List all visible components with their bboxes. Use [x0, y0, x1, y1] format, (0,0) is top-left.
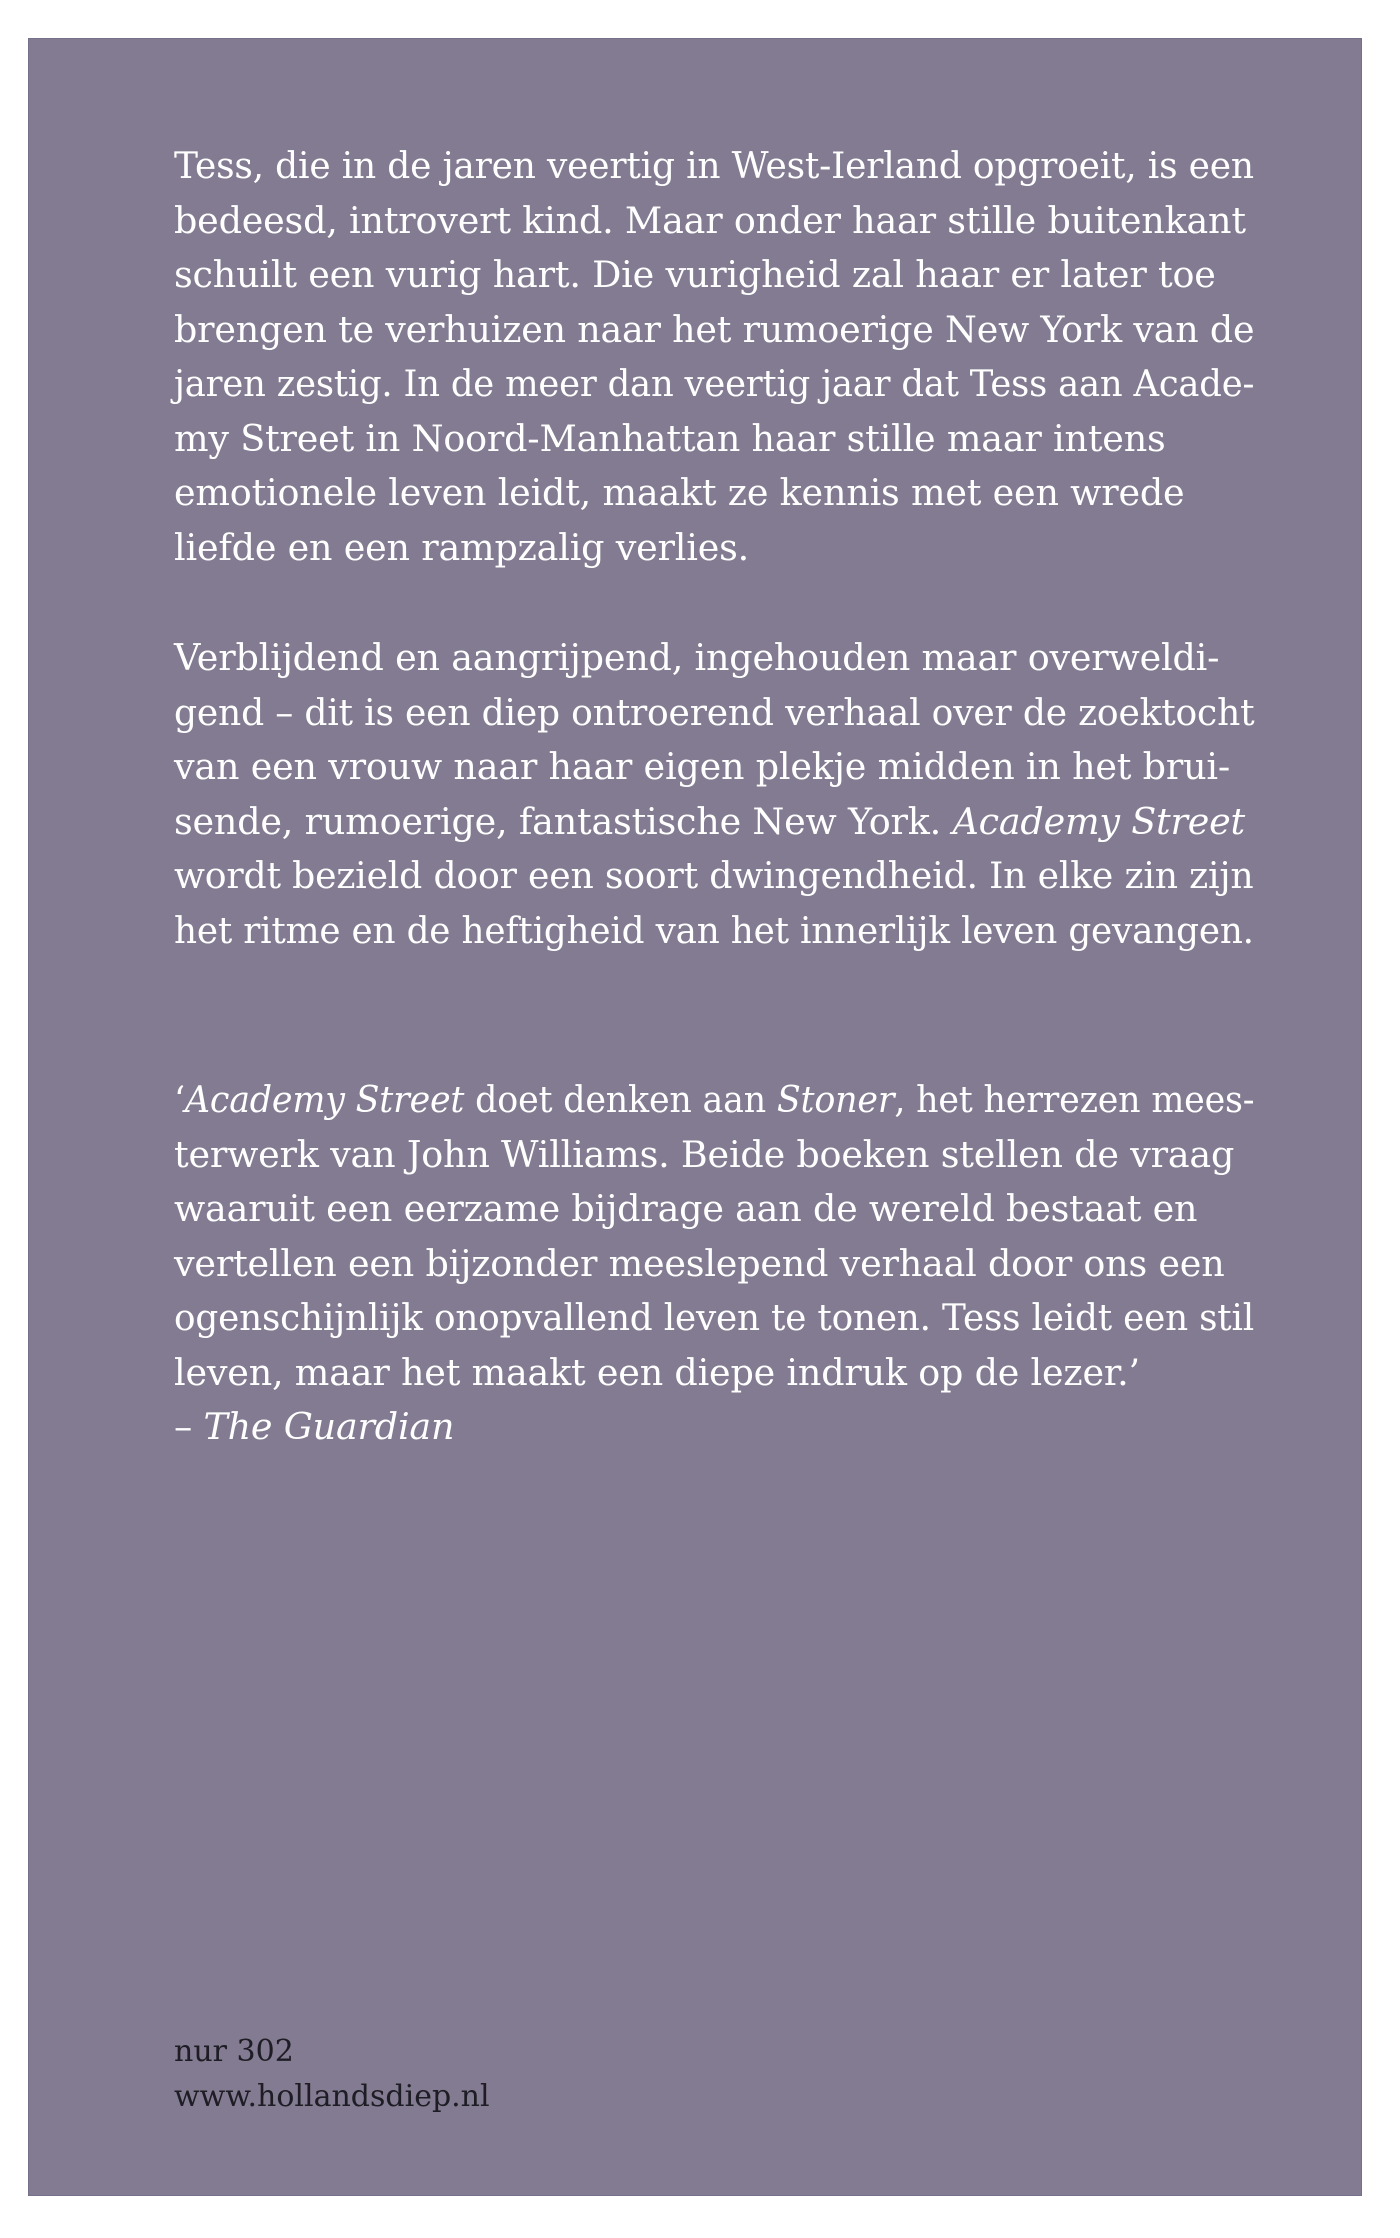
praise-line: wordt bezield door een soort dwingendheid. In elke zin zijn [174, 854, 1254, 897]
quote-line: ogenschijnlijk onopvallend leven te tonen. Tess leidt een stil [174, 1296, 1254, 1339]
source-dash: – [174, 1405, 204, 1448]
quote-source [174, 1400, 1254, 1455]
praise-line: van een vrouw naar haar eigen plekje midden in het brui- [174, 745, 1230, 788]
quote-line [174, 1073, 1255, 1128]
quote-text: doet denken aan [464, 1078, 777, 1121]
synopsis-line: bedeesd, introvert kind. Maar onder haar stille buitenkant [174, 198, 1246, 242]
quote-line: leven, maar het maakt een diepe indruk op de lezer.’ [174, 1350, 1140, 1394]
review-quote [174, 1073, 1254, 1455]
synopsis-paragraph [174, 139, 1254, 575]
opening-quote-mark: ‘ [174, 1078, 185, 1121]
publisher-footer [174, 2029, 490, 2119]
synopsis-line: schuilt een vurig hart. Die vurigheid zal haar er later toe [174, 253, 1216, 296]
praise-line [174, 795, 1254, 850]
praise-paragraph [174, 631, 1254, 958]
synopsis-line: Tess, die in de jaren veertig in West-Ierland opgroeit, is een [174, 144, 1254, 187]
quote-line: waaruit een eerzame bijdrage aan de wereld bestaat en [174, 1187, 1198, 1230]
back-cover-panel [28, 38, 1362, 2196]
quote-line: terwerk van John Williams. Beide boeken stellen de vraag [174, 1132, 1235, 1176]
quote-line: vertellen een bijzonder meeslepend verhaal door ons een [174, 1241, 1225, 1285]
nur-code: nur 302 [174, 2034, 294, 2069]
quote-text: , het herrezen mees- [894, 1078, 1255, 1121]
synopsis-line: my Street in Noord-Manhattan haar stille maar intens [174, 416, 1166, 460]
compared-title-italic: Stoner [776, 1078, 895, 1121]
praise-line: Verblijdend en aangrijpend, ingehouden maar overweldi- [174, 636, 1220, 679]
publisher-website: www.hollandsdiep.nl [174, 2079, 490, 2114]
praise-line: het ritme en de heftigheid van het innerlijk leven gevangen. [174, 908, 1254, 952]
synopsis-line: emotionele leven leidt, maakt ze kennis met een wrede [174, 471, 1185, 514]
source-name: The Guardian [203, 1405, 455, 1448]
book-title-italic: Academy Street [184, 1078, 465, 1121]
synopsis-line: jaren zestig. In de meer dan veertig jaar dat Tess aan Acade- [174, 362, 1255, 405]
praise-line-text: sende, rumoerige, fantastische New York. [174, 799, 953, 843]
synopsis-line: liefde en een rampzalig verlies. [174, 525, 750, 569]
synopsis-line: brengen te verhuizen naar het rumoerige New York van de [174, 307, 1255, 351]
praise-line: gend – dit is een diep ontroerend verhaal over de zoektocht [174, 690, 1255, 734]
book-title-italic: Academy Street [952, 799, 1246, 843]
